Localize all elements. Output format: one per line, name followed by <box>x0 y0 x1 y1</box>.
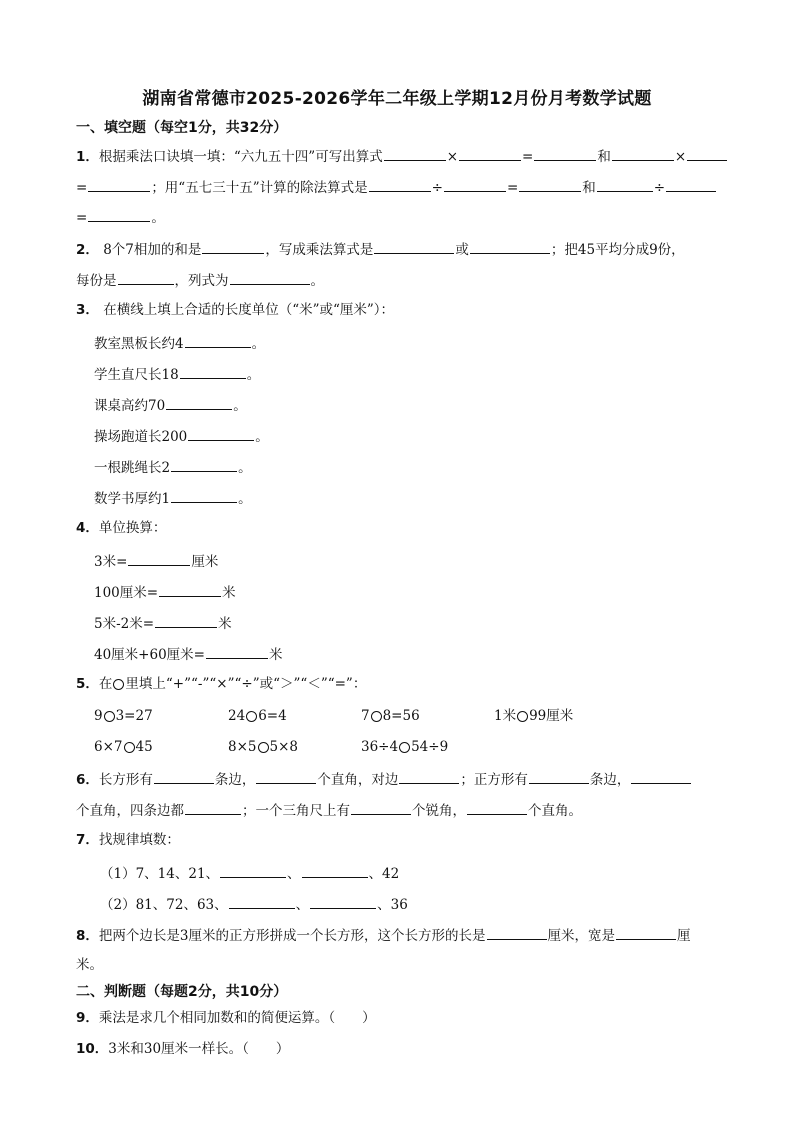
question-2-line-1 <box>76 238 685 260</box>
expr-left: 7 <box>361 708 370 724</box>
unit-text: 米 <box>218 616 232 632</box>
punctuation: 。 <box>310 273 324 289</box>
answer-blank[interactable] <box>159 581 221 597</box>
answer-blank[interactable] <box>612 145 674 161</box>
answer-blank[interactable] <box>616 924 676 940</box>
expr-right: 6=4 <box>258 708 287 724</box>
answer-blank[interactable] <box>185 799 241 815</box>
circle-blank[interactable] <box>104 711 115 722</box>
punctuation: 。 <box>238 491 252 507</box>
answer-blank[interactable] <box>534 145 596 161</box>
separator: 、 <box>287 866 301 882</box>
operator: = <box>76 210 88 226</box>
answer-blank[interactable] <box>302 862 368 878</box>
expr-right: 5×8 <box>269 739 298 755</box>
item-text: 100厘米= <box>94 585 159 601</box>
operator: = <box>506 180 519 196</box>
punctuation: 。 <box>246 367 261 383</box>
answer-blank[interactable] <box>256 768 316 784</box>
compare-item <box>228 737 298 757</box>
question-text: 8个7相加的和是 <box>98 242 202 258</box>
question-3-item <box>94 487 252 509</box>
answer-blank[interactable] <box>220 862 286 878</box>
compare-item <box>494 706 573 726</box>
answer-blank[interactable] <box>310 893 376 909</box>
punctuation: 。 <box>251 336 266 352</box>
operator: ÷ <box>431 180 443 196</box>
item-text: 5米-2米= <box>94 616 155 632</box>
answer-blank[interactable] <box>351 799 411 815</box>
question-text: 单位换算： <box>98 520 167 536</box>
expr-left: 6×7 <box>94 739 123 755</box>
expr-right: 45 <box>135 739 153 755</box>
punctuation: 。 <box>238 460 252 476</box>
answer-blank[interactable] <box>666 176 716 192</box>
question-1-line-2 <box>76 176 717 198</box>
operator: = <box>522 149 534 165</box>
question-7-sequence-2 <box>100 893 408 915</box>
answer-blank[interactable] <box>118 269 174 285</box>
circle-blank[interactable] <box>517 711 528 722</box>
answer-blank[interactable] <box>399 768 459 784</box>
answer-blank[interactable] <box>597 176 653 192</box>
question-text: 米。 <box>76 957 103 973</box>
separator: 、 <box>295 897 310 913</box>
expr-right: 54÷9 <box>411 739 449 755</box>
question-5-prompt <box>76 674 366 694</box>
circle-blank[interactable] <box>246 711 257 722</box>
operator: × <box>674 149 687 165</box>
connector-text: 或 <box>455 242 469 258</box>
answer-blank[interactable] <box>88 206 150 222</box>
question-3-item <box>94 425 269 447</box>
section-true-false-heading: 二、判断题（每题2分，共10分） <box>76 984 288 1000</box>
answer-blank[interactable] <box>128 550 190 566</box>
punctuation: 。 <box>151 210 165 226</box>
sequence-text: （1）7、14、21、 <box>100 866 220 882</box>
question-8-line-1 <box>76 924 691 946</box>
answer-blank[interactable] <box>467 799 527 815</box>
question-7-prompt <box>76 830 180 850</box>
expr-right: 3=27 <box>115 708 153 724</box>
answer-blank[interactable] <box>185 332 251 348</box>
item-text: 数学书厚约1 <box>94 491 171 507</box>
answer-blank[interactable] <box>459 145 521 161</box>
question-4-item <box>94 612 232 634</box>
question-4-prompt <box>76 518 166 538</box>
answer-blank[interactable] <box>166 394 232 410</box>
answer-blank[interactable] <box>631 768 691 784</box>
answer-blank[interactable] <box>155 612 217 628</box>
question-7-sequence-1 <box>100 862 399 884</box>
item-text: 40厘米+60厘米= <box>94 647 205 663</box>
answer-blank[interactable] <box>374 238 454 254</box>
answer-blank[interactable] <box>487 924 547 940</box>
question-text: ，写成乘法算式是 <box>265 242 374 258</box>
question-3-item <box>94 456 252 478</box>
circle-blank[interactable] <box>371 711 382 722</box>
circle-blank[interactable] <box>258 742 269 753</box>
answer-blank[interactable] <box>171 487 237 503</box>
question-number: 6． <box>76 772 99 788</box>
answer-blank[interactable] <box>154 768 214 784</box>
question-1-line-1 <box>76 145 728 167</box>
answer-blank[interactable] <box>529 768 589 784</box>
answer-blank[interactable] <box>444 176 506 192</box>
unit-text: 米 <box>222 585 236 601</box>
answer-blank[interactable] <box>470 238 550 254</box>
compare-item <box>361 706 420 726</box>
sequence-text: （2）81、72、63、 <box>100 897 228 913</box>
circle-icon <box>113 679 124 690</box>
expr-left: 1米 <box>494 708 517 724</box>
connector-text: 和 <box>582 180 596 196</box>
question-text: 厘 <box>677 928 691 944</box>
question-text: 每份是 <box>76 273 117 289</box>
question-6-line-1 <box>76 768 692 790</box>
question-text: ；把45平均分成9份， <box>550 242 685 258</box>
question-text: 条边， <box>589 772 631 788</box>
question-text: 把两个边长是3厘米的正方形拼成一个长方形，这个长方形的长是 <box>98 928 486 944</box>
answer-blank[interactable] <box>519 176 581 192</box>
item-text: 学生直尺长18 <box>94 367 179 383</box>
question-text: 找规律填数： <box>98 832 180 848</box>
answer-blank[interactable] <box>171 456 237 472</box>
answer-blank[interactable] <box>188 425 254 441</box>
circle-blank[interactable] <box>124 742 135 753</box>
question-4-item <box>94 550 218 572</box>
expr-left: 36÷4 <box>361 739 399 755</box>
question-3-item <box>94 363 260 385</box>
sequence-text: 、36 <box>377 897 408 913</box>
page-title: 湖南省常德市2025-2026学年二年级上学期12月份月考数学试题 <box>142 89 652 109</box>
answer-blank[interactable] <box>229 893 295 909</box>
question-number: 10． <box>76 1041 109 1057</box>
question-text: 厘米，宽是 <box>547 928 615 944</box>
question-4-item <box>94 643 282 665</box>
question-text: 个直角，对边 <box>317 772 399 788</box>
question-4-item <box>94 581 236 603</box>
connector-text: 和 <box>597 149 611 165</box>
question-text: 条边， <box>214 772 256 788</box>
compare-item <box>94 737 153 757</box>
question-number: 5． <box>76 676 99 692</box>
question-number: 1． <box>76 149 99 165</box>
question-text: ；正方形有 <box>460 772 528 788</box>
question-number: 3． <box>76 302 99 318</box>
item-text: 操场跑道长200 <box>94 429 188 445</box>
circle-blank[interactable] <box>399 742 410 753</box>
question-8-line-2 <box>76 955 103 975</box>
unit-text: 厘米 <box>191 554 219 570</box>
question-text: ；用“五七三十五”计算的除法算式是 <box>151 180 368 196</box>
answer-blank[interactable] <box>230 269 310 285</box>
question-text: ；一个三角尺上有 <box>242 803 350 819</box>
question-number: 4． <box>76 520 99 536</box>
answer-blank[interactable] <box>180 363 246 379</box>
item-text: 一根跳绳长2 <box>94 460 171 476</box>
sequence-text: 、42 <box>368 866 400 882</box>
operator: = <box>76 180 88 196</box>
expr-left: 8×5 <box>228 739 257 755</box>
item-text: 3米= <box>94 554 128 570</box>
expr-right: 99厘米 <box>529 708 574 724</box>
item-text: 教室黑板长约4 <box>94 336 184 352</box>
section-fill-in-heading: 一、填空题（每空1分，共32分） <box>76 120 288 136</box>
question-text: ，列式为 <box>174 273 229 289</box>
answer-blank[interactable] <box>384 145 446 161</box>
compare-item <box>94 706 153 726</box>
unit-text: 米 <box>268 647 283 663</box>
answer-blank[interactable] <box>687 145 727 161</box>
answer-blank[interactable] <box>206 643 268 659</box>
question-text: 个直角。 <box>528 803 582 819</box>
question-3-item <box>94 332 265 354</box>
question-number: 9． <box>76 1010 99 1026</box>
question-10 <box>76 1039 289 1059</box>
question-1-line-3 <box>76 206 165 228</box>
question-text: 里填上“+”“-”“×”“÷”或“＞”“＜”“=”： <box>125 676 367 692</box>
question-6-line-2 <box>76 799 582 821</box>
punctuation: 。 <box>255 429 269 445</box>
question-text: 3米和30厘米一样长。（ ） <box>108 1041 290 1057</box>
answer-blank[interactable] <box>369 176 431 192</box>
question-text: 在 <box>98 676 113 692</box>
answer-blank[interactable] <box>88 176 150 192</box>
question-text: 根据乘法口诀填一填：“六九五十四”可写出算式 <box>98 149 383 165</box>
question-3-item <box>94 394 247 416</box>
question-text: 在横线上填上合适的长度单位（“米”或“厘米”）： <box>98 302 395 318</box>
question-2-line-2 <box>76 269 324 291</box>
question-text: 个直角，四条边都 <box>76 803 184 819</box>
expr-left: 9 <box>94 708 103 724</box>
expr-right: 8=56 <box>382 708 420 724</box>
operator: ÷ <box>653 180 666 196</box>
item-text: 课桌高约70 <box>94 398 166 414</box>
question-number: 7． <box>76 832 99 848</box>
question-3-prompt <box>76 300 394 320</box>
question-9 <box>76 1008 376 1028</box>
expr-left: 24 <box>228 708 246 724</box>
question-number: 2． <box>76 242 99 258</box>
question-text: 长方形有 <box>98 772 153 788</box>
question-text: 个锐角， <box>412 803 466 819</box>
punctuation: 。 <box>233 398 247 414</box>
answer-blank[interactable] <box>202 238 264 254</box>
operator: × <box>446 149 459 165</box>
compare-item <box>228 706 287 726</box>
question-number: 8． <box>76 928 99 944</box>
question-text: 乘法是求几个相同加数和的简便运算。（ ） <box>98 1010 376 1026</box>
compare-item <box>361 737 448 757</box>
